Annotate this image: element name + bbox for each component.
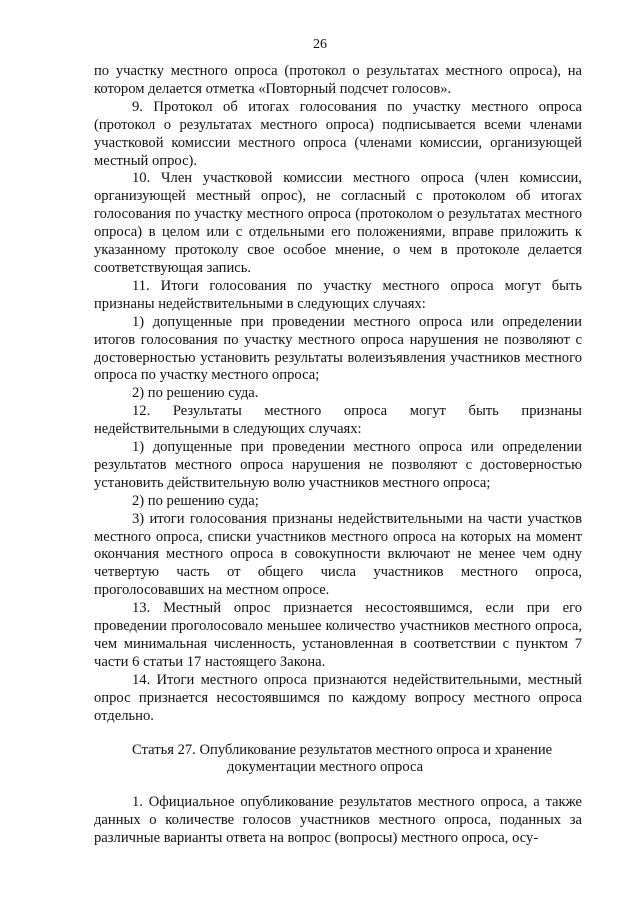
paragraph: 3) итоги голосования признаны недействительными на части участков местного опроса, списки участников местного опроса на которых на момент окончания местного опроса в совокупности включают не менее чем одну четвертую часть от общего числа участников местного опроса, проголосовавших на местном опросе. [94, 510, 582, 599]
document-body [94, 63, 582, 848]
article-heading-line-2: документации местного опроса [227, 759, 424, 776]
paragraph-group-top [94, 63, 582, 726]
paragraph: 1) допущенные при проведении местного опроса или определении результатов местного опроса нарушения не позволяют с достоверностью установить действительную волю участников местного опроса; [94, 439, 582, 491]
paragraph: 1. Официальное опубликование результатов местного опроса, а также данных о количестве голосов участников местного опроса, поданных за различные варианты ответа на вопрос (вопросы) местного опроса, осу- [94, 794, 582, 847]
paragraph: 10. Член участковой комиссии местного опроса (член комиссии, организующей местный опрос), не согласный с протоколом об итогах голосования по участку местного опроса (протоколом о результатах местного опроса) в целом или с отдельными его положениями, вправе приложить к указанному протоколу свое особое мнение, о чем в протоколе делается соответствующая запись. [94, 170, 582, 276]
paragraph: 1) допущенные при проведении местного опроса или определении итогов голосования по участку местного опроса нарушения не позволяют с достоверностью установить результаты волеизъявления участников местного опроса по участку местного опроса; [94, 313, 582, 384]
paragraph-group-bottom [94, 794, 582, 848]
paragraph: 12. Результаты местного опроса могут быть признаны недействительными в следующих случаях: [94, 403, 582, 438]
paragraph: 2) по решению суда. [132, 385, 259, 402]
page-number: 26 [313, 37, 327, 52]
paragraph: 13. Местный опрос признается несостоявшимся, если при его проведении проголосовало меньшее количество участников местного опроса, чем минимальная численность, установленная в соответствии с пунктом 7 части 6 статьи 17 настоящего Закона. [94, 600, 582, 670]
paragraph: по участку местного опроса (протокол о результатах местного опроса), на котором делается отметка «Повторный подсчет голосов». [94, 63, 582, 97]
paragraph: 2) по решению суда; [132, 492, 259, 509]
article-heading-line-1: Статья 27. Опубликование результатов местного опроса и хранение [132, 741, 553, 758]
paragraph: 11. Итоги голосования по участку местного опроса могут быть признаны недействительными в следующих случаях: [94, 277, 582, 312]
paragraph: 9. Протокол об итогах голосования по участку местного опроса (протокол о результатах местного опроса) подписывается всеми членами участковой комиссии местного опроса (членами комиссии, организующей местный опрос). [94, 98, 582, 169]
paragraph: 14. Итоги местного опроса признаются недействительными, местный опрос признается несостоявшимся по каждому вопросу местного опроса отдельно. [94, 671, 582, 724]
article-heading [94, 742, 582, 778]
